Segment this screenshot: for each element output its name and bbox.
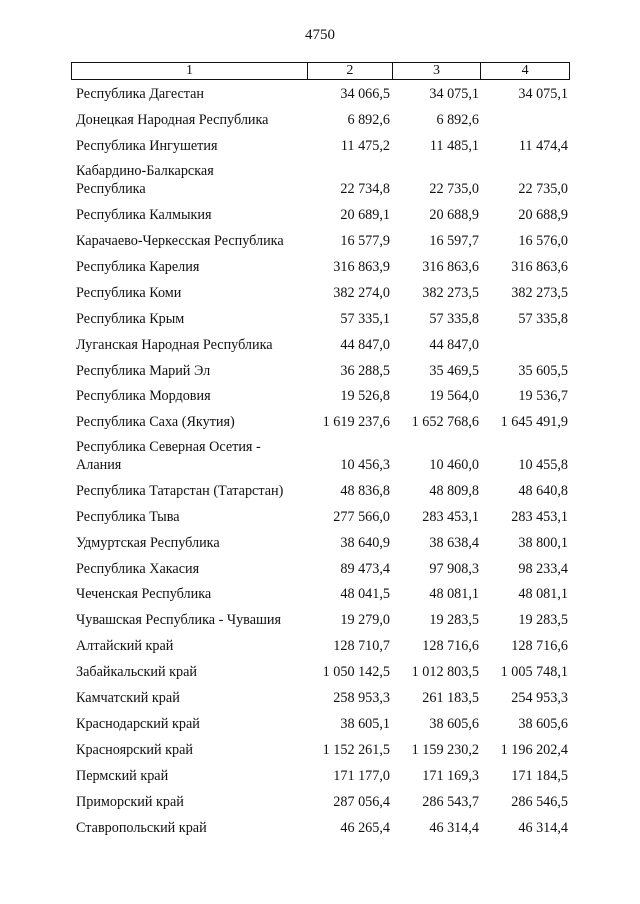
region-name: Краснодарский край <box>76 716 200 732</box>
value-col-2: 11 475,2 <box>340 138 390 154</box>
table-row <box>71 408 570 434</box>
value-col-4: 98 233,4 <box>518 561 568 577</box>
value-col-3: 10 460,0 <box>429 457 479 473</box>
value-col-4: 48 640,8 <box>518 483 568 499</box>
value-col-2: 287 056,4 <box>333 794 390 810</box>
table-row <box>71 158 570 201</box>
value-col-4: 1 005 748,1 <box>500 664 568 680</box>
value-col-2: 128 710,7 <box>333 638 390 654</box>
value-col-2: 22 734,8 <box>340 181 390 197</box>
region-name: Забайкальский край <box>76 664 197 680</box>
value-col-3: 46 314,4 <box>429 820 479 836</box>
region-name: Республика Крым <box>76 311 185 327</box>
region-name: Луганская Народная Республика <box>76 337 273 353</box>
value-col-3: 44 847,0 <box>429 337 479 353</box>
value-col-2: 171 177,0 <box>333 768 390 784</box>
value-col-3: 1 652 768,6 <box>411 414 479 430</box>
table-body <box>71 81 570 840</box>
value-col-2: 48 041,5 <box>340 586 390 602</box>
table-row <box>71 227 570 253</box>
value-col-2: 6 892,6 <box>347 112 390 128</box>
table-row <box>71 814 570 840</box>
table-row <box>71 477 570 503</box>
table-row <box>71 684 570 710</box>
value-col-2: 44 847,0 <box>340 337 390 353</box>
value-col-2: 36 288,5 <box>340 363 390 379</box>
value-col-2: 1 050 142,5 <box>322 664 390 680</box>
value-col-2: 46 265,4 <box>340 820 390 836</box>
table-row <box>71 357 570 383</box>
value-col-4: 22 735,0 <box>518 181 568 197</box>
value-col-2: 48 836,8 <box>340 483 390 499</box>
value-col-4: 171 184,5 <box>511 768 568 784</box>
value-col-3: 11 485,1 <box>429 138 479 154</box>
value-col-2: 1 152 261,5 <box>322 742 390 758</box>
value-col-3: 57 335,8 <box>429 311 479 327</box>
table-row <box>71 106 570 132</box>
value-col-4: 1 645 491,9 <box>500 414 568 430</box>
region-name: Республика Тыва <box>76 509 180 525</box>
region-name: Республика Мордовия <box>76 388 211 404</box>
value-col-4: 128 716,6 <box>511 638 568 654</box>
value-col-2: 19 526,8 <box>340 388 390 404</box>
region-name: Республика Калмыкия <box>76 207 212 223</box>
table-row <box>71 305 570 331</box>
table-row <box>71 581 570 606</box>
value-col-4: 57 335,8 <box>518 311 568 327</box>
value-col-4: 10 455,8 <box>518 457 568 473</box>
region-name: Красноярский край <box>76 742 193 758</box>
value-col-2: 20 689,1 <box>340 207 390 223</box>
value-col-4: 254 953,3 <box>511 690 568 706</box>
table-row <box>71 383 570 408</box>
table-row <box>71 279 570 305</box>
value-col-3: 19 283,5 <box>429 612 479 628</box>
table-row <box>71 658 570 684</box>
value-col-2: 89 473,4 <box>340 561 390 577</box>
value-col-4: 34 075,1 <box>518 86 568 102</box>
table-row <box>71 555 570 581</box>
region-name: Удмуртская Республика <box>76 535 220 551</box>
value-col-4: 1 196 202,4 <box>500 742 568 758</box>
value-col-4: 19 536,7 <box>518 388 568 404</box>
value-col-3: 20 688,9 <box>429 207 479 223</box>
value-col-4: 35 605,5 <box>518 363 568 379</box>
value-col-3: 316 863,6 <box>422 259 479 275</box>
value-col-3: 97 908,3 <box>429 561 479 577</box>
value-col-3: 48 809,8 <box>429 483 479 499</box>
region-name: Республика Саха (Якутия) <box>76 414 235 430</box>
value-col-3: 261 183,5 <box>422 690 479 706</box>
table-row <box>71 434 570 477</box>
table-row <box>71 132 570 158</box>
value-col-3: 16 597,7 <box>429 233 479 249</box>
value-col-3: 1 159 230,2 <box>411 742 479 758</box>
table-row <box>71 503 570 529</box>
value-col-2: 38 605,1 <box>340 716 390 732</box>
table-row <box>71 762 570 788</box>
value-col-4: 316 863,6 <box>511 259 568 275</box>
value-col-3: 48 081,1 <box>429 586 479 602</box>
value-col-2: 1 619 237,6 <box>322 414 390 430</box>
value-col-3: 6 892,6 <box>436 112 479 128</box>
table-row <box>71 253 570 279</box>
value-col-2: 19 279,0 <box>340 612 390 628</box>
table-row <box>71 788 570 814</box>
value-col-4: 38 605,6 <box>518 716 568 732</box>
value-col-2: 34 066,5 <box>340 86 390 102</box>
region-name: Республика Марий Эл <box>76 363 211 379</box>
value-col-3: 35 469,5 <box>429 363 479 379</box>
value-col-4: 286 546,5 <box>511 794 568 810</box>
value-col-4: 20 688,9 <box>518 207 568 223</box>
table-row <box>71 710 570 736</box>
region-name: Республика Северная Осетия - Алания <box>76 439 261 473</box>
value-col-3: 128 716,6 <box>422 638 479 654</box>
value-col-3: 22 735,0 <box>429 181 479 197</box>
value-col-4: 382 273,5 <box>511 285 568 301</box>
region-name: Чеченская Республика <box>76 586 212 602</box>
header-col-4: 4 <box>480 63 569 79</box>
region-name: Пермский край <box>76 768 169 784</box>
value-col-3: 382 273,5 <box>422 285 479 301</box>
value-col-2: 57 335,1 <box>340 311 390 327</box>
table-row <box>71 632 570 658</box>
value-col-2: 382 274,0 <box>333 285 390 301</box>
value-col-3: 286 543,7 <box>422 794 479 810</box>
table-row <box>71 606 570 632</box>
value-col-2: 277 566,0 <box>333 509 390 525</box>
page-number: 4750 <box>305 27 335 43</box>
header-col-2: 2 <box>307 63 392 79</box>
value-col-4: 19 283,5 <box>518 612 568 628</box>
value-col-2: 316 863,9 <box>333 259 390 275</box>
region-name: Приморский край <box>76 794 184 810</box>
table-row <box>71 736 570 762</box>
value-col-2: 38 640,9 <box>340 535 390 551</box>
region-name: Республика Татарстан (Татарстан) <box>76 483 284 499</box>
header-col-1: 1 <box>186 63 194 78</box>
value-col-3: 38 638,4 <box>429 535 479 551</box>
region-name: Донецкая Народная Республика <box>76 112 269 128</box>
table-row <box>71 529 570 555</box>
value-col-2: 258 953,3 <box>333 690 390 706</box>
region-name: Республика Хакасия <box>76 561 200 577</box>
data-table <box>71 62 570 840</box>
region-name: Ставропольский край <box>76 820 207 836</box>
region-name: Камчатский край <box>76 690 180 706</box>
value-col-3: 171 169,3 <box>422 768 479 784</box>
region-name: Кабардино-Балкарская Республика <box>76 163 214 197</box>
table-header <box>71 62 570 80</box>
region-name: Чувашская Республика - Чувашия <box>76 612 282 628</box>
region-name: Республика Коми <box>76 285 182 301</box>
value-col-3: 34 075,1 <box>429 86 479 102</box>
header-col-3: 3 <box>392 63 481 79</box>
value-col-3: 38 605,6 <box>429 716 479 732</box>
table-row <box>71 81 570 106</box>
region-name: Республика Карелия <box>76 259 200 275</box>
value-col-4: 46 314,4 <box>518 820 568 836</box>
value-col-3: 283 453,1 <box>422 509 479 525</box>
value-col-3: 1 012 803,5 <box>411 664 479 680</box>
value-col-2: 10 456,3 <box>340 457 390 473</box>
value-col-4: 48 081,1 <box>518 586 568 602</box>
region-name: Республика Дагестан <box>76 86 205 102</box>
region-name: Республика Ингушетия <box>76 138 218 154</box>
value-col-4: 283 453,1 <box>511 509 568 525</box>
value-col-4: 38 800,1 <box>518 535 568 551</box>
value-col-4: 16 576,0 <box>518 233 568 249</box>
table-row <box>71 201 570 227</box>
value-col-2: 16 577,9 <box>340 233 390 249</box>
table-row <box>71 331 570 357</box>
value-col-4: 11 474,4 <box>518 138 568 154</box>
region-name: Алтайский край <box>76 638 174 654</box>
region-name: Карачаево-Черкесская Республика <box>76 233 284 249</box>
value-col-3: 19 564,0 <box>429 388 479 404</box>
